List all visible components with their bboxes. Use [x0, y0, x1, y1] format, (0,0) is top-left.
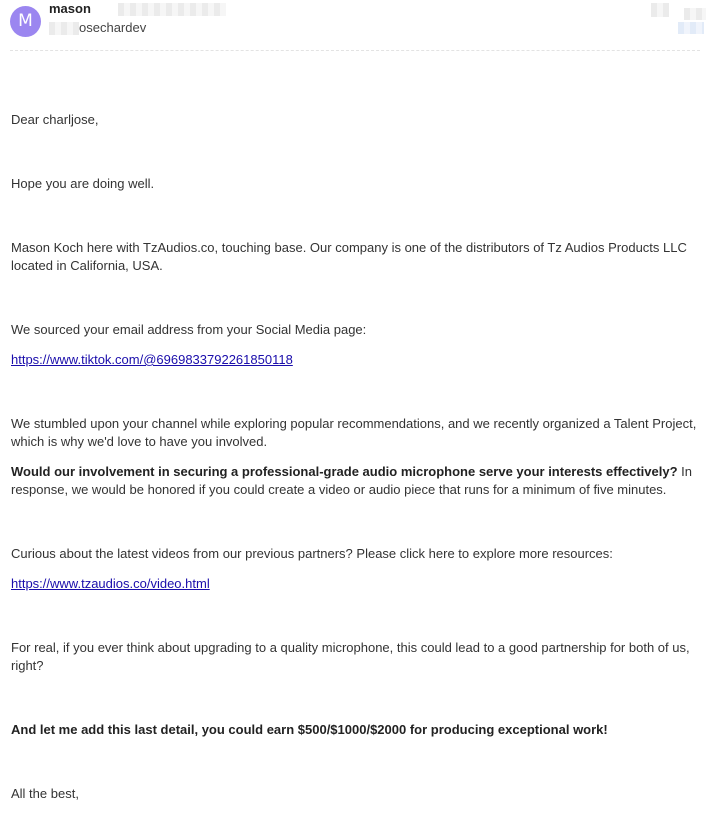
paragraph-partners: Curious about the latest videos from our previous partners? Please click here to explore more resources: — [11, 546, 613, 561]
paragraph-offer — [11, 463, 701, 499]
tiktok-link-line — [11, 351, 701, 369]
sender-address: osechardev — [79, 20, 147, 35]
email-header — [0, 0, 711, 50]
redacted-block — [678, 22, 704, 34]
video-link[interactable]: https://www.tzaudios.co/video.html — [11, 576, 210, 591]
offer-question: Would our involvement in securing a professional-grade audio microphone serve your interests effectively? — [11, 464, 678, 479]
avatar[interactable]: M — [10, 6, 41, 37]
offer-details: In response, we would be honored if you could create a video or audio piece that runs for a minimum of five minutes. — [11, 464, 692, 497]
paragraph-channel: We stumbled upon your channel while exploring popular recommendations, and we recently organized a Talent Project, which is why we'd love to have you involved. — [11, 416, 697, 449]
paragraph-partnership: For real, if you ever think about upgrading to a quality microphone, this could lead to a good partnership for both of us, right? — [11, 640, 690, 673]
sender-name[interactable]: mason — [49, 1, 91, 16]
paragraph-wellwish: Hope you are doing well. — [11, 176, 155, 191]
redacted-block — [118, 3, 226, 16]
video-link-line — [11, 575, 701, 593]
redacted-block — [684, 8, 706, 20]
paragraph-intro: Mason Koch here with TzAudios.co, touching base. Our company is one of the distributors of Tz Audios Products LLC located in California, USA. — [11, 240, 687, 273]
paragraph-earnings: And let me add this last detail, you could earn $500/$1000/$2000 for producing exceptional work! — [11, 722, 608, 737]
header-divider — [10, 50, 700, 51]
greeting: Dear charljose, — [11, 112, 99, 127]
redacted-block — [49, 22, 79, 35]
tiktok-link[interactable]: https://www.tiktok.com/@6969833792261850118 — [11, 352, 293, 367]
redacted-block — [651, 3, 669, 17]
closing: All the best, — [11, 786, 79, 801]
paragraph-source: We sourced your email address from your Social Media page: — [11, 322, 367, 337]
